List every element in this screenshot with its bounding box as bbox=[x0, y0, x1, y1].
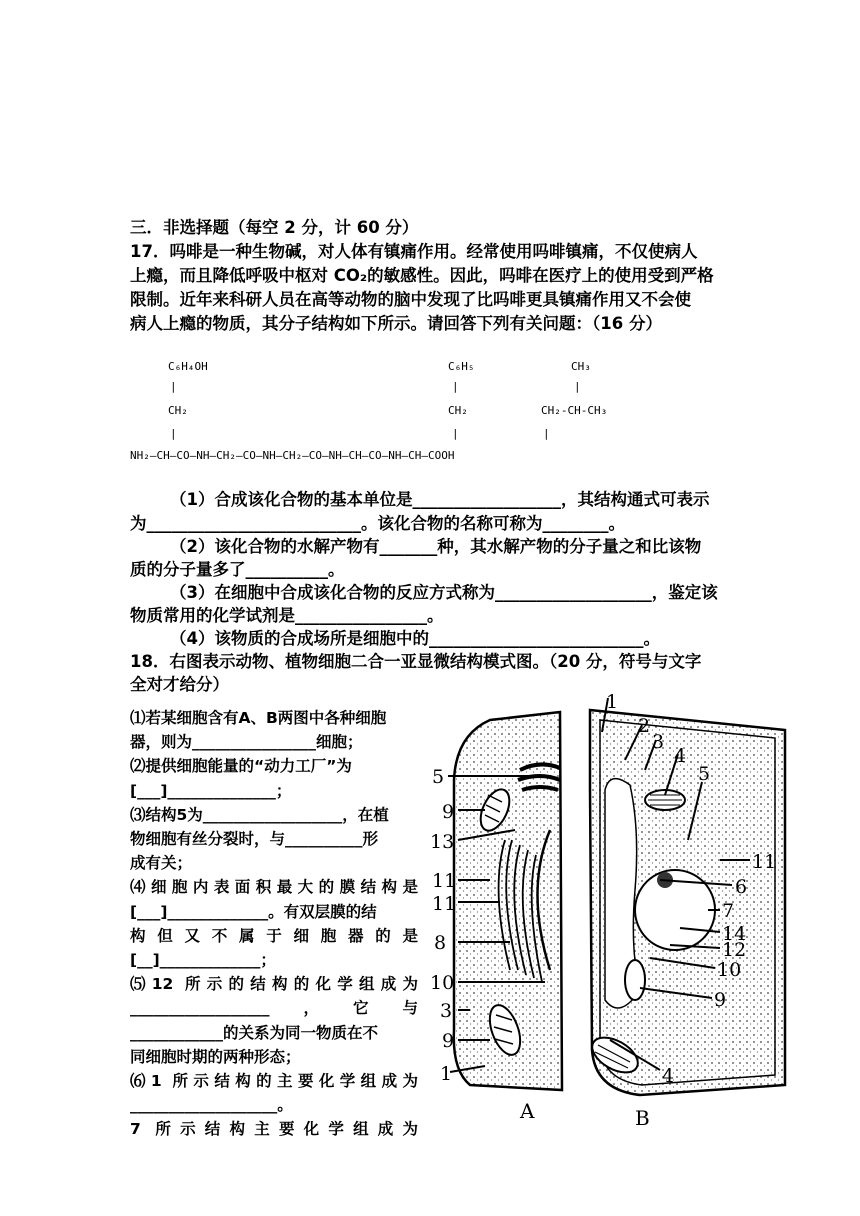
q18-item: [___]______________； bbox=[130, 781, 292, 800]
q17-question-3b: 物质常用的化学试剂是________________。 bbox=[130, 606, 444, 625]
label-b: 11 bbox=[752, 851, 777, 873]
cell-diagram bbox=[430, 690, 790, 1130]
label-a: 3 bbox=[440, 1000, 453, 1022]
label-b: 9 bbox=[714, 989, 727, 1011]
q18-item: ⑶结构5为__________________，在植 bbox=[130, 805, 389, 824]
mitochondrion-b bbox=[625, 960, 645, 1000]
label-b: 3 bbox=[652, 731, 665, 753]
caption-b: B bbox=[635, 1106, 650, 1130]
r4-top: C₆H₅ bbox=[448, 360, 475, 373]
q18-item: __________________，它与 bbox=[130, 999, 418, 1018]
label-a: 8 bbox=[434, 932, 447, 954]
label-b: 4 bbox=[674, 745, 687, 767]
q17-intro-line-2: 上瘾，而且降低呼吸中枢对 CO₂的敏感性。因此，吗啡在医疗上的使用受到严格 bbox=[130, 266, 714, 285]
r5-mid: CH₂-CH-CH₃ bbox=[541, 404, 608, 417]
q18-item: [___]_____________。有双层膜的结 bbox=[130, 902, 377, 921]
q18-item: 同细胞时期的两种形态； bbox=[130, 1047, 301, 1066]
bond-bar: | bbox=[452, 427, 459, 440]
q18-item: ⑹1 所示结构的主要化学组成为 bbox=[130, 1072, 418, 1091]
r5-top: CH₃ bbox=[571, 360, 591, 373]
label-b: 1 bbox=[606, 691, 619, 713]
caption-a: A bbox=[520, 1099, 535, 1123]
q18-item: ⑷细胞内表面积最大的膜结构是 bbox=[130, 878, 418, 897]
q18-intro-line-2: 全对才给分） bbox=[130, 675, 229, 694]
q18-item: ____________的关系为同一物质在不 bbox=[130, 1023, 379, 1042]
label-a: 11 bbox=[432, 870, 457, 892]
label-a: 9 bbox=[442, 801, 455, 823]
label-b: 2 bbox=[638, 715, 651, 737]
backbone: NH₂—CH—CO—NH—CH₂—CO—NH—CH₂—CO—NH—CH—CO—NH—CH—COOH bbox=[130, 449, 455, 462]
q17-question-1a: （1）合成该化合物的基本单位是__________________，其结构通式可表示 bbox=[170, 490, 710, 509]
r1-ch2: CH₂ bbox=[168, 404, 188, 417]
label-b: 5 bbox=[698, 763, 711, 785]
label-b: 10 bbox=[717, 959, 742, 981]
label-a: 9 bbox=[442, 1030, 455, 1052]
label-b: 14 bbox=[722, 923, 747, 945]
q18-item: ⑸12 所示的结构的化学组成为 bbox=[130, 975, 418, 994]
q18-item: ___________________。 bbox=[130, 1096, 293, 1115]
q18-item: ⑴若某细胞含有A、B两图中各种细胞 bbox=[130, 709, 387, 727]
r4-ch2: CH₂ bbox=[448, 404, 468, 417]
label-b: 12 bbox=[722, 939, 747, 961]
bond-bar: | bbox=[452, 380, 459, 393]
label-b: 7 bbox=[722, 900, 735, 922]
bond-bar: | bbox=[170, 427, 177, 440]
q17-question-1b: 为__________________________。该化合物的名称可称为________。 bbox=[130, 514, 625, 533]
q18-item: 7 所示结构主要化学组成为 bbox=[130, 1120, 418, 1139]
q18-intro-line-1: 18．右图表示动物、植物细胞二合一亚显微结构模式图。（20 分，符号与文字 bbox=[130, 652, 702, 671]
label-a: 11 bbox=[432, 893, 457, 915]
bond-bar: | bbox=[170, 380, 177, 393]
q17-intro-line-1: 17．吗啡是一种生物碱，对人体有镇痛作用。经常使用吗啡镇痛，不仅使病人 bbox=[130, 242, 698, 261]
q17-question-4: （4）该物质的合成场所是细胞中的__________________________。 bbox=[170, 629, 660, 648]
bond-bar: | bbox=[543, 427, 550, 440]
r1-top: C₆H₄OH bbox=[168, 360, 208, 373]
q17-question-2a: （2）该化合物的水解产物有_______种，其水解产物的分子量之和比该物 bbox=[170, 537, 702, 556]
q18-item: ⑵提供细胞能量的“动力工厂”为 bbox=[130, 757, 352, 776]
label-a: 1 bbox=[440, 1063, 453, 1085]
label-a: 10 bbox=[430, 972, 455, 994]
bond-bar: | bbox=[574, 380, 581, 393]
q18-item: 器，则为________________细胞； bbox=[130, 733, 363, 752]
section-heading: 三．非选择题（每空 2 分，计 60 分） bbox=[130, 218, 419, 237]
q17-intro-line-4: 病人上瘾的物质，其分子结构如下所示。请回答下列有关问题：（16 分） bbox=[130, 314, 662, 333]
q18-item: 构但又不属于细胞器的是 bbox=[130, 926, 418, 945]
label-a: 13 bbox=[430, 831, 455, 853]
label-b: 6 bbox=[735, 876, 748, 898]
label-b: 4 bbox=[662, 1065, 675, 1087]
q18-item: 成有关； bbox=[130, 854, 193, 873]
label-a: 5 bbox=[432, 766, 445, 788]
q17-intro-line-3: 限制。近年来科研人员在高等动物的脑中发现了比吗啡更具镇痛作用又不会使 bbox=[130, 290, 691, 309]
q17-question-2b: 质的分子量多了__________。 bbox=[130, 560, 345, 579]
q18-item: 物细胞有丝分裂时，与__________形 bbox=[130, 830, 379, 849]
q18-item: [__]_____________； bbox=[130, 951, 276, 970]
q17-question-3a: （3）在细胞中合成该化合物的反应方式称为___________________，鉴定该 bbox=[170, 583, 718, 602]
q18-items bbox=[130, 706, 418, 1142]
